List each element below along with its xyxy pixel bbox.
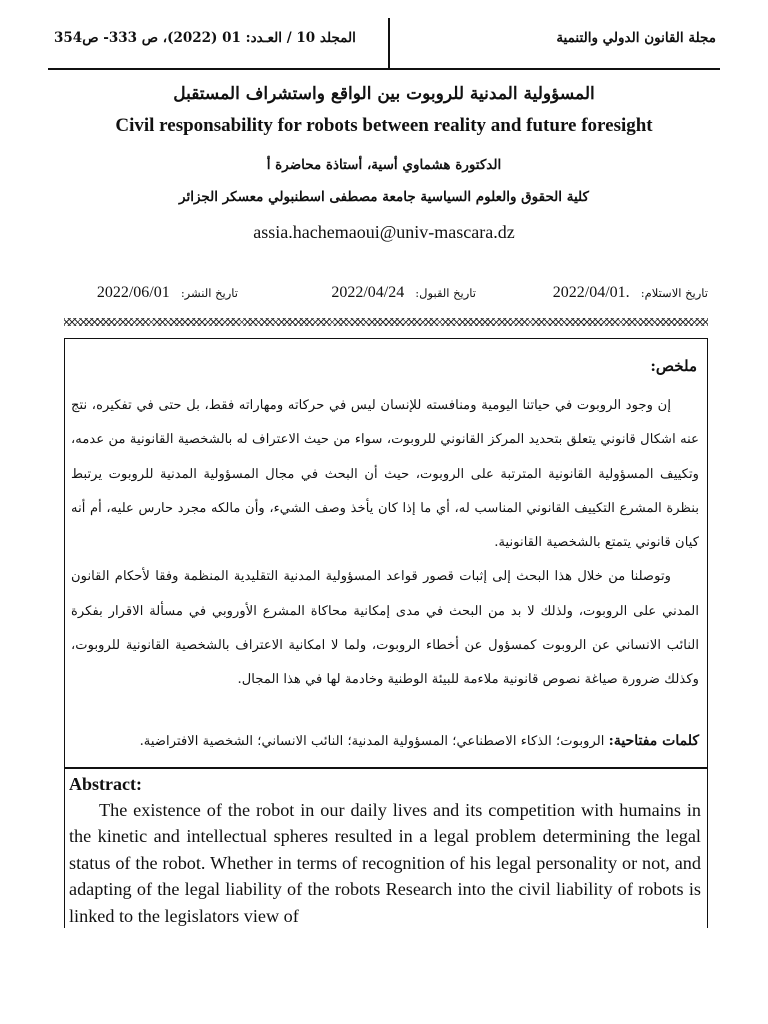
volume-issue-label: المجلد 10 / العـدد: 01 (2022)، ص 333- ص354 [54,30,356,46]
received-date [553,282,708,302]
title-english: Civil responsability for robots between reality and future foresight [115,115,653,136]
author-email[interactable]: assia.hachemaoui@univ-mascara.dz [253,222,515,242]
section-divider [65,767,707,769]
published-label: تاريخ النشر: [180,286,238,300]
abstract-title: Abstract: [69,774,142,794]
dates-row [64,282,708,306]
decorative-divider [64,318,708,326]
received-label: تاريخ الاستلام: [640,286,708,300]
summary-body [71,389,699,698]
keywords-label: كلمات مفتاحية: [608,733,699,749]
summary-title: ملخص: [650,357,697,375]
header-divider [388,18,390,70]
accepted-date [331,282,476,302]
keywords-line [140,733,699,749]
journal-name: مجلة القانون الدولي والتنمية [556,30,716,46]
summary-box [64,338,708,928]
title-arabic: المسؤولية المدنية للروبوت بين الواقع واستشراف المستقبل [173,84,595,104]
accepted-label: تاريخ القبول: [415,286,476,300]
received-value: .2022/04/01 [552,284,630,301]
header-rule [48,68,720,70]
abstract-paragraph: The existence of the robot in our daily lives and its competition with humains in the kinetic and intellectual spheres resulted in a legal problem determining the legal status of the robot. Whether in terms of recognition of his legal personality or not, and adapting of the legal liability of the robots Research into the civil liability of robots is linked to the legislators view of [69,800,701,926]
page-header [48,18,720,70]
summary-paragraph-2: وتوصلنا من خلال هذا البحث إلى إثبات قصور قواعد المسؤولية المدنية التقليدية المنظمة وفقا لأحكام القانون المدني على الروبوت، ولذلك لا بد من البحث في مدى إمكانية محاكاة المشرع الأوروبي في مسألة الاقرار بفكرة النائب الانساني عن الروبوت كمسؤول عن أخطاء الروبوت، ولما لا امكانية الاعتراف بالشخصية القانونية للروبوت، وكذلك ضرورة صياغة نصوص قانونية ملاءمة للبيئة الوطنية وخادمة لها في هذا المجال. [71,569,699,688]
accepted-value: 2022/04/24 [331,284,405,301]
author-affiliation: كلية الحقوق والعلوم السياسية جامعة مصطفى اسطنبولي معسكر الجزائر [179,189,589,205]
summary-paragraph-1: إن وجود الروبوت في حياتنا اليومية ومنافسته للإنسان ليس في حركاته ومهاراته فقط، بل حتى في تفكيره، نتج عنه اشكال قانوني يتعلق بتحديد المركز القانوني للروبوت، سواء من حيث الاعتراف له بالشخصية القانونية من عدمه، وتكييف المسؤولية القانونية المترتبة على الروبوت، حيث أن البحث في مجال المسؤولية المدنية للروبوت يرتبط بنظرة المشرع التكييف القانوني المناسب له، أي ما إذا كان يأخذ وصف الشيء، وأن مالكه مجرد حارس عليه، أم أنه كيان قانوني يتمتع بالشخصية القانونية. [71,398,699,551]
abstract-body [69,797,701,929]
published-date [97,282,238,302]
published-value: 2022/06/01 [96,284,170,301]
keywords-list: الروبوت؛ الذكاء الاصطناعي؛ المسؤولية المدنية؛ النائب الانساني؛ الشخصية الافتراضية. [139,734,605,749]
author-name: الدكتورة هشماوي أسية، أستاذة محاضرة أ [266,157,502,173]
